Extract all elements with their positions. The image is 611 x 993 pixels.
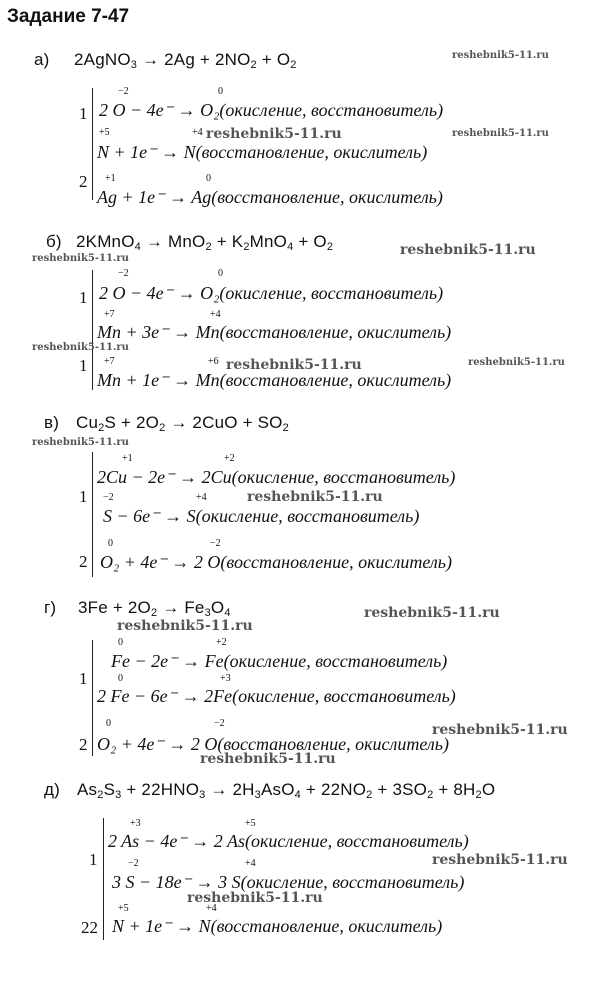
watermark: reshebnik5-11.ru bbox=[32, 437, 129, 448]
coefficient: 2 bbox=[79, 552, 88, 571]
oxidation-state: 0 bbox=[218, 268, 223, 279]
oxidation-state: +6 bbox=[208, 356, 219, 367]
oxidation-state: −2 bbox=[118, 86, 129, 97]
half-reaction: 2 O − 4e⁻ → O₂(окисление, восстановитель) bbox=[99, 283, 444, 303]
oxidation-state: +4 bbox=[192, 127, 203, 138]
oxidation-state: 0 bbox=[108, 538, 113, 549]
half-reaction: 3 S − 18e⁻ → 3 S(окисление, восстановитель) bbox=[112, 872, 465, 892]
watermark: reshebnik5-11.ru bbox=[468, 357, 565, 368]
oxidation-state: −2 bbox=[128, 858, 139, 869]
section-g-label: г) bbox=[44, 598, 57, 617]
page-title: Задание 7-47 bbox=[7, 6, 130, 27]
watermark: reshebnik5-11.ru bbox=[364, 605, 500, 621]
half-reaction: 2 O − 4e⁻ → O₂(окисление, восстановитель) bbox=[99, 100, 444, 120]
coefficient: 22 bbox=[81, 918, 98, 937]
half-reaction: S − 6e⁻ → S(окисление, восстановитель) bbox=[103, 506, 420, 526]
watermark: reshebnik5-11.ru bbox=[432, 722, 568, 738]
coefficient: 2 bbox=[79, 172, 88, 191]
half-reaction: O₂ + 4e⁻ → 2 O(восстановление, окислитель) bbox=[97, 734, 449, 754]
oxidation-state: −2 bbox=[210, 538, 221, 549]
oxidation-state: 0 bbox=[106, 718, 111, 729]
coefficient: 1 bbox=[79, 487, 88, 506]
watermark: reshebnik5-11.ru bbox=[226, 357, 362, 373]
section-d-label: д) bbox=[44, 780, 60, 799]
half-reaction: 2 Fe − 6e⁻ → 2Fe(окисление, восстановитель) bbox=[97, 686, 456, 706]
half-reaction: 2 As − 4e⁻ → 2 As(окисление, восстановитель) bbox=[108, 831, 469, 851]
watermark: reshebnik5-11.ru bbox=[32, 253, 129, 264]
oxidation-state: +4 bbox=[196, 492, 207, 503]
balance-bar bbox=[103, 818, 104, 940]
watermark: reshebnik5-11.ru bbox=[400, 242, 536, 258]
coefficient: 1 bbox=[89, 850, 98, 869]
oxidation-state: 0 bbox=[118, 637, 123, 648]
coefficient: 1 bbox=[79, 104, 88, 123]
coefficient: 1 bbox=[79, 288, 88, 307]
oxidation-state: 0 bbox=[218, 86, 223, 97]
balance-bar bbox=[92, 640, 93, 756]
half-reaction: N + 1e⁻ → N(восстановление, окислитель) bbox=[112, 916, 443, 936]
watermark: reshebnik5-11.ru bbox=[432, 852, 568, 868]
watermark: reshebnik5-11.ru bbox=[452, 128, 549, 139]
section-v-label: в) bbox=[44, 413, 60, 432]
balance-bar bbox=[92, 452, 93, 577]
oxidation-state: −2 bbox=[103, 492, 114, 503]
watermark: reshebnik5-11.ru bbox=[200, 751, 336, 767]
oxidation-state: 0 bbox=[118, 673, 123, 684]
coefficient: 2 bbox=[79, 735, 88, 754]
half-reaction: 2Cu − 2e⁻ → 2Cu(окисление, восстановитель) bbox=[97, 467, 456, 487]
oxidation-state: +2 bbox=[216, 637, 227, 648]
half-reaction: Mn + 1e⁻ → Mn(восстановление, окислитель) bbox=[97, 370, 452, 390]
watermark: reshebnik5-11.ru bbox=[452, 50, 549, 61]
watermark: reshebnik5-11.ru bbox=[32, 342, 129, 353]
oxidation-state: +1 bbox=[122, 453, 133, 464]
watermark: reshebnik5-11.ru bbox=[247, 489, 383, 505]
oxidation-state: +5 bbox=[245, 818, 256, 829]
oxidation-state: +1 bbox=[105, 173, 116, 184]
oxidation-state: −2 bbox=[118, 268, 129, 279]
half-reaction: Mn + 3e⁻ → Mn(восстановление, окислитель) bbox=[97, 322, 452, 342]
section-v-reaction: $Cu_2S + 2O_2 \to 2CuO + SO_2$ bbox=[76, 413, 289, 434]
balance-bar bbox=[92, 270, 93, 390]
coefficient: 1 bbox=[79, 669, 88, 688]
oxidation-state: +2 bbox=[224, 453, 235, 464]
oxidation-state: +4 bbox=[206, 903, 217, 914]
watermark: reshebnik5-11.ru bbox=[187, 890, 323, 906]
section-g-reaction: $3Fe + 2O_2 \to Fe_3O_4$ bbox=[78, 598, 231, 619]
oxidation-state: 0 bbox=[206, 173, 211, 184]
section-a-label: а) bbox=[34, 50, 50, 69]
half-reaction: O₂ + 4e⁻ → 2 O(восстановление, окислитель) bbox=[100, 552, 452, 572]
oxidation-state: +5 bbox=[118, 903, 129, 914]
half-reaction: N + 1e⁻ → N(восстановление, окислитель) bbox=[97, 142, 428, 162]
half-reaction: Ag + 1e⁻ → Ag(восстановление, окислитель) bbox=[97, 187, 443, 207]
oxidation-state: +5 bbox=[99, 127, 110, 138]
oxidation-state: −2 bbox=[214, 718, 225, 729]
section-a-reaction: 2AgNO$_3$ → $2Ag + 2NO_2 + O_2$ bbox=[74, 50, 297, 71]
oxidation-state: +4 bbox=[210, 309, 221, 320]
half-reaction: Fe − 2e⁻ → Fe(окисление, восстановитель) bbox=[111, 651, 448, 671]
section-b-label: б) bbox=[46, 232, 62, 251]
oxidation-state: +7 bbox=[104, 356, 115, 367]
watermark: reshebnik5-11.ru bbox=[206, 126, 342, 142]
oxidation-state: +4 bbox=[245, 858, 256, 869]
balance-bar bbox=[92, 88, 93, 200]
oxidation-state: +7 bbox=[104, 309, 115, 320]
section-d-reaction: $As_2S_3 + 22HNO_3 \to 2H_3AsO_4 + 22NO_2 + 3SO_2 + 8H_2O$ bbox=[77, 780, 496, 801]
oxidation-state: +3 bbox=[130, 818, 141, 829]
section-b-reaction: 2KMnO$_4$ → $MnO_2 + K_2MnO_4 + O_2$ bbox=[76, 232, 334, 253]
watermark: reshebnik5-11.ru bbox=[117, 618, 253, 634]
coefficient: 1 bbox=[79, 356, 88, 375]
oxidation-state: +3 bbox=[220, 673, 231, 684]
